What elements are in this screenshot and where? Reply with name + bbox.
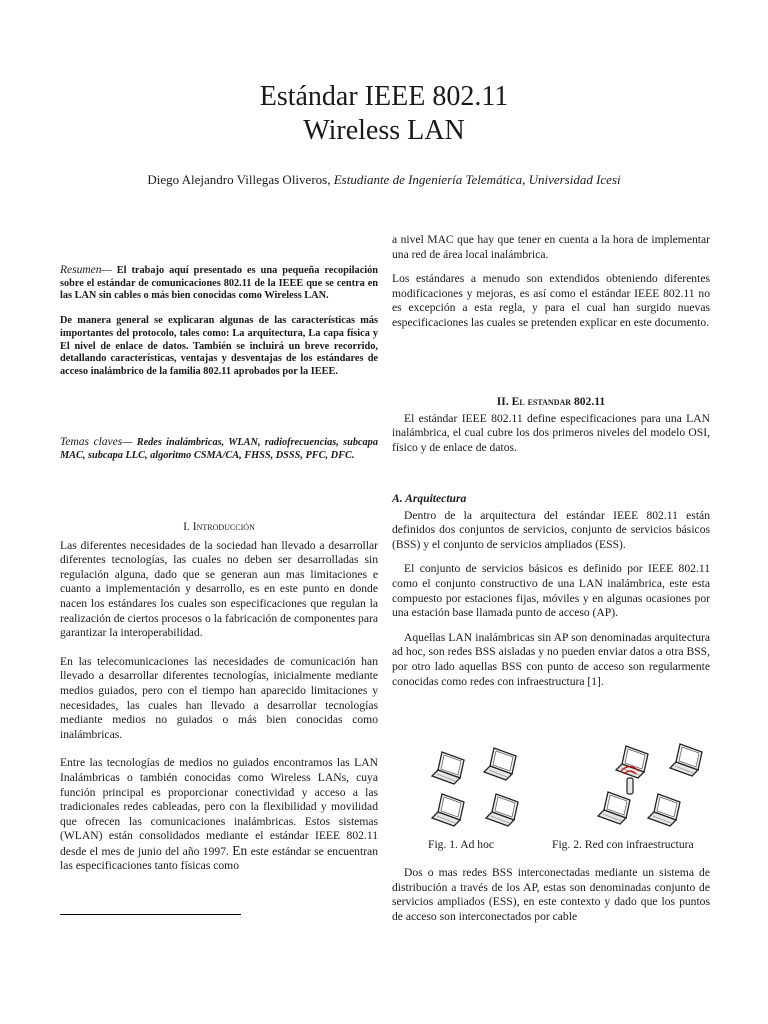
- laptop-icon: [648, 794, 680, 826]
- section-2-text: El estándar IEEE 802.11 define especificaciones para una LAN inalámbrica, el cual cubre los dos primeros niveles del modelo OSI, físico y de enlace de datos.: [392, 411, 710, 454]
- arch-paragraph-1: Dentro de la arquitectura del estándar IEEE 802.11 están definidos dos conjuntos de servicios, conjunto de servicios básicos (BSS) y el conjunto de servicios ampliados (ESS).: [392, 508, 710, 551]
- right-paragraph-0: a nivel MAC que hay que tener en cuenta a la hora de implementar una red de área local inalámbrica.: [392, 233, 710, 261]
- intro-paragraph-3b: En: [232, 842, 248, 858]
- section-2-heading: [392, 395, 710, 410]
- keywords-text: Redes inalámbricas, WLAN, radiofrecuencias, subcapa MAC, subcapa LLC, algoritmo CSMA/CA, FHSS, DSSS, PFC, DFC.: [60, 437, 378, 461]
- section-2-number: II.: [496, 395, 509, 408]
- section-1-number: I.: [183, 520, 190, 533]
- arch-paragraph-3: Aquellas LAN inalámbricas sin AP son denominadas arquitectura ad hoc, son redes BSS aisladas y no pueden enviar datos a otra BSS, por otro lado aquellas BSS con punto de acceso son regularmente conocidas como redes con infraestructura [1].: [392, 630, 710, 688]
- intro-paragraph-3: [60, 756, 378, 874]
- section-2-title: El estandar: [511, 395, 572, 408]
- figure-2-graphic: [590, 738, 710, 830]
- arch-paragraph-4-block: [392, 866, 710, 924]
- intro-paragraph-1: Las diferentes necesidades de la sociedad han llevado a desarrollar diferentes tecnologías, las cuales no deben ser desarrolladas sin regulación alguna, dado que se generan aun mas limitaciones e cuanto a implementación y desarrollo, es en este punto en donde nacen los estándares los cuales son especificaciones que regulan la realización de ciertos procesos o la fabricación de componentes para garantizar la interoperabilidad.: [60, 538, 378, 640]
- laptop-icon: [670, 744, 702, 776]
- footnote-rule: [60, 914, 241, 915]
- figure-1-caption: Fig. 1. Ad hoc: [428, 838, 495, 851]
- laptop-icon: [432, 794, 464, 826]
- laptop-icon: [598, 792, 630, 824]
- abstract-text: El trabajo aquí presentado es una pequeña recopilación sobre el estándar de comunicaciones 802.11 de la IEEE que se centra en las LAN sin cables o más bien conocidas como Wireless LAN.: [60, 265, 378, 302]
- section-2: [392, 395, 710, 455]
- author-name: Diego Alejandro Villegas Oliveros,: [147, 172, 331, 187]
- laptop-icon: [486, 794, 518, 826]
- title-line-2: Wireless LAN: [303, 115, 465, 146]
- subsection-a-heading: A. Arquitectura: [392, 492, 467, 505]
- section-2-number-suffix: 802.11: [573, 395, 606, 408]
- author-affiliation: Estudiante de Ingeniería Telemática, Universidad Icesi: [333, 172, 621, 187]
- intro-paragraph-3a: Entre las tecnologías de medios no guiados encontramos las LAN Inalámbricas o también conocidas como Wireless LANs, cuya función principal es proporcionar conectividad y acceso a las tradicionales redes cableadas, pero con la flexibilidad y movilidad que ofrecen las comunicaciones inalámbricas. Estos sistemas (WLAN) están consolidados mediante el estándar IEEE 802.11 desde el mes de junio del año 1997.: [60, 756, 378, 858]
- figure-1-graphic: [428, 744, 548, 828]
- abstract-text-2: De manera general se explicaran algunas de las características más importantes del protocolo, tales como: La arquitectura, La capa física y El nivel de enlace de datos. También se incluirá un breve recorrido, detallando características, ventajas y desventajas de los estándares de acceso inalámbrico de la familia 802.11 aprobados por la IEEE.: [60, 315, 378, 377]
- keywords: [60, 436, 378, 462]
- intro-paragraph-3c: este estándar se encuentran las especificaciones tanto físicas como: [60, 844, 379, 873]
- figure-2-caption: Fig. 2. Red con infraestructura: [552, 838, 694, 851]
- author-line: [0, 172, 768, 188]
- keywords-label: Temas claves—: [60, 436, 133, 448]
- abstract: [60, 264, 378, 379]
- laptop-icon: [616, 746, 648, 778]
- right-paragraph-1: Los estándares a menudo son extendidos obteniendo diferentes modificaciones y mejoras, es así como el estándar IEEE 802.11 no es excepción a esta regla, y para el cual han surgido nuevas especificaciones las cuales se pretenden explicar en este documento.: [392, 272, 710, 329]
- section-intro: [60, 520, 378, 874]
- paper-title: [0, 80, 768, 148]
- laptop-icon: [432, 752, 464, 784]
- section-1-title: Introducción: [192, 520, 255, 533]
- arch-paragraph-2: El conjunto de servicios básicos es definido por IEEE 802.11 como el conjunto constructivo de una LAN inalámbrica, este esta compuesto por estaciones fijas, móviles y en algunas ocasiones por una estación base llamada punto de acceso (AP).: [392, 562, 710, 620]
- laptop-icon: [484, 748, 516, 780]
- title-line-1: Estándar IEEE 802.11: [259, 81, 509, 112]
- section-1-heading: [60, 520, 378, 535]
- subsection-a: [392, 492, 710, 689]
- intro-paragraph-2: En las telecomunicaciones las necesidades de comunicación han llevado a desarrollar diferentes tecnologías, inicialmente mediante medios guiados, pero con el tiempo han aparecido limitaciones y necesidades, las cuales han llevado a desarrollar tecnologías mediante medios no guiados o más bien conocidas como inalámbricas.: [60, 654, 378, 741]
- abstract-label: Resumen—: [60, 264, 112, 276]
- right-column-top: [392, 233, 710, 331]
- arch-paragraph-4: Dos o mas redes BSS interconectadas mediante un sistema de distribución a través de los AP, estas son denominadas conjunto de servicios ampliados (ESS), en este contexto y dado que los puntos de acceso son interconectados por cable: [392, 866, 710, 923]
